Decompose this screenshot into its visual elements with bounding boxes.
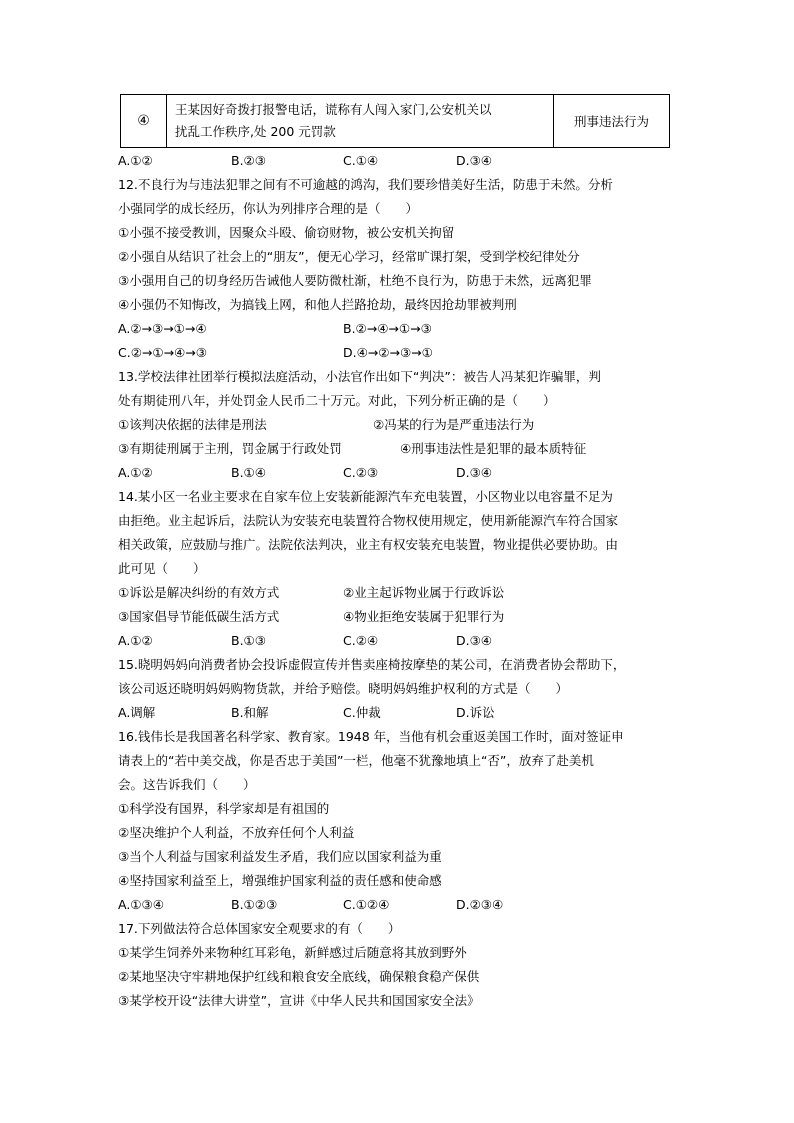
q16-stem-3: 会。这告诉我们（ ） [118, 777, 256, 792]
q13-option-a: A.①② [118, 465, 153, 480]
q14-item-3: ③国家倡导节能低碳生活方式 [118, 609, 280, 624]
q14-option-d: D.③④ [456, 633, 493, 648]
q14-option-b: B.①③ [231, 633, 266, 648]
q15-option-d: D.诉讼 [456, 705, 495, 720]
q17-item-2: ②某地坚决守牢耕地保护红线和粮食安全底线，确保粮食稳产保供 [118, 969, 480, 984]
q14-item-4: ④物业拒绝安装属于犯罪行为 [343, 609, 505, 624]
q14-stem-4: 此可见（ ） [118, 561, 206, 576]
q16-item-4: ④坚持国家利益至上，增强维护国家利益的责任感和使命感 [118, 873, 442, 888]
q16-stem-2: 请表上的“若中美交战，你是否忠于美国”一栏，他毫不犹豫地填上“否”，放弃了赴美机 [118, 753, 594, 768]
q11-option-b: B.②③ [231, 153, 266, 168]
q12-item-3: ③小强用自己的切身经历告诫他人要防微杜渐，杜绝不良行为，防患于未然，远离犯罪 [118, 273, 592, 288]
q12-option-c: C.②→①→④→③ [118, 345, 207, 360]
q12-option-a: A.②→③→①→④ [118, 321, 207, 336]
q15-option-a: A.调解 [118, 705, 156, 720]
q11-option-c: C.①④ [343, 153, 379, 168]
q11-option-d: D.③④ [456, 153, 493, 168]
q12-option-d: D.④→②→③→① [343, 345, 433, 360]
q16-item-3: ③当个人利益与国家利益发生矛盾，我们应以国家利益为重 [118, 849, 442, 864]
q15-stem-2: 该公司返还晓明妈妈购物货款，并给予赔偿。晓明妈妈维护权利的方式是（ ） [118, 681, 569, 696]
q14-stem-2: 由拒绝。业主起诉后，法院认为安装充电装置符合物权使用规定，使用新能源汽车符合国家 [118, 513, 619, 528]
q15-stem-1: 15.晓明妈妈向消费者协会投诉虚假宣传并售卖座椅按摩垫的某公司，在消费者协会帮助下， [118, 657, 626, 672]
q15-option-b: B.和解 [231, 705, 269, 720]
q16-option-a: A.①③④ [118, 897, 164, 912]
table-row [121, 95, 670, 148]
q14-option-c: C.②④ [343, 633, 379, 648]
q12-item-1: ①小强不接受教训，因聚众斗殴、偷窃财物，被公安机关拘留 [118, 225, 455, 240]
q13-option-d: D.③④ [456, 465, 493, 480]
q16-option-b: B.①②③ [231, 897, 278, 912]
row-type: 刑事违法行为 [554, 95, 670, 148]
q13-stem-2: 处有期徒刑八年，并处罚金人民币二十万元。对此，下列分析正确的是（ ） [118, 393, 556, 408]
q16-option-d: D.②③④ [456, 897, 504, 912]
q16-item-1: ①科学没有国界，科学家却是有祖国的 [118, 801, 330, 816]
q12-stem-2: 小强同学的成长经历，你认为列排序合理的是（ ） [118, 201, 419, 216]
q17-item-3: ③某学校开设“法律大讲堂”，宣讲《中华人民共和国国家安全法》 [118, 993, 480, 1008]
q12-item-4: ④小强仍不知悔改，为搞钱上网，和他人拦路抢劫，最终因抢劫罪被判刑 [118, 297, 517, 312]
q13-option-b: B.①④ [231, 465, 266, 480]
q16-option-c: C.①②④ [343, 897, 390, 912]
q12-item-2: ②小强自从结识了社会上的“朋友”，便无心学习，经常旷课打架，受到学校纪律处分 [118, 249, 580, 264]
q13-item-4: ④刑事违法性是犯罪的最本质特征 [400, 441, 587, 456]
q14-item-2: ②业主起诉物业属于行政诉讼 [343, 585, 505, 600]
q13-stem-1: 13.学校法律社团举行模拟法庭活动，小法官作出如下“判决”：被告人冯某犯诈骗罪，判 [118, 369, 601, 384]
q11-option-a: A.①② [118, 153, 153, 168]
row-number: ④ [121, 95, 167, 148]
law-behavior-table [120, 94, 670, 148]
q16-item-2: ②坚决维护个人利益，不放弃任何个人利益 [118, 825, 355, 840]
q14-option-a: A.①② [118, 633, 153, 648]
q17-stem-1: 17.下列做法符合总体国家安全观要求的有（ ） [118, 921, 401, 936]
q14-item-1: ①诉讼是解决纠纷的有效方式 [118, 585, 280, 600]
q13-option-c: C.②③ [343, 465, 379, 480]
row-description: 王某因好奇拨打报警电话，谎称有人闯入家门,公安机关以 扰乱工作秩序,处 200 元罚款 [167, 95, 554, 148]
q13-item-3: ③有期徒刑属于主刑，罚金属于行政处罚 [118, 441, 342, 456]
q17-item-1: ①某学生饲养外来物种红耳彩龟，新鲜感过后随意将其放到野外 [118, 945, 467, 960]
q13-item-2: ②冯某的行为是严重违法行为 [373, 417, 535, 432]
q12-stem-1: 12.不良行为与违法犯罪之间有不可逾越的鸿沟，我们要珍惜美好生活，防患于未然。分析 [118, 177, 613, 192]
q16-stem-1: 16.钱伟长是我国著名科学家、教育家。1948 年，当他有机会重返美国工作时，面对签证申 [118, 729, 624, 744]
q15-option-c: C.仲裁 [343, 705, 381, 720]
q14-stem-1: 14.某小区一名业主要求在自家车位上安装新能源汽车充电装置，小区物业以电容量不足为 [118, 489, 613, 504]
q12-option-b: B.②→④→①→③ [343, 321, 432, 336]
q14-stem-3: 相关政策，应鼓励与推广。法院依法判决，业主有权安装充电装置，物业提供必要协助。由 [118, 537, 619, 552]
q13-item-1: ①该判决依据的法律是刑法 [118, 417, 267, 432]
